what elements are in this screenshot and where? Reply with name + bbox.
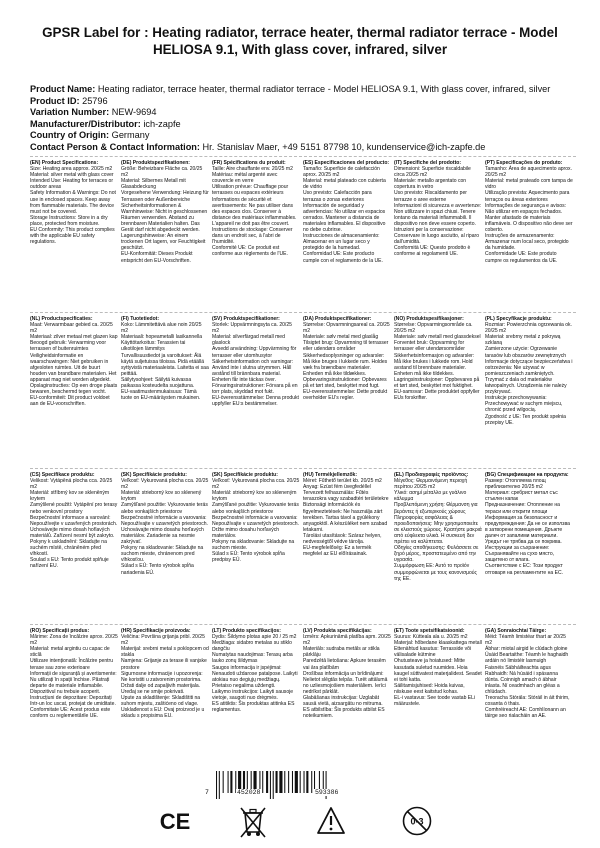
spec-block-fi: (FI) Tuotetiedot: Koko: Lämmitettävä alue noin 20/25 m2 Materiaali: hopeametalli lasikannella Käyttötarkoitus: Terassien tai ulkotilojen lämmitys Turvallisuustiedot ja varoitukset: Älä käytä suljetuissa tiloissa. Pidä etäällä syttyvistä materiaaleista. Laitetta ei saa peittää. Säilytysohjeet: Säilytä kuivassa paikassa kosteudelta suojattuna. EU-vaatimustenmukaisuus: Tämä tuote on EU-määräysten mukainen. [121,316,209,402]
spec-block-pt: (PT) Especificações do produto: Tamanho: Área de aquecimento aprox. 20/25 m2 Material: metal prateado com tampa de vidro Utilização prevista: Aquecimento para terraços ou áreas exteriores Informações de segurança e avisos: Não utilizar em espaços fechados. Manter afastado de materiais inflamáveis. O dispositivo não deve ser coberto. Instruções de armazenamento: Armazenar num local seco, protegido da humidade. Conformidade UE: Este produto cumpre os regulamentos da UE. [485,160,573,264]
divider [30,312,576,313]
divider [30,468,576,469]
barcode-left-digits: 452028 [237,789,261,796]
age-restriction-text: 0-3 [410,816,424,827]
spec-block-de: (DE) Produktspezifikationen: Größe: Beheizbare Fläche ca. 20/25 m2 Material: Silbernes Metall mit Glasabdeckung Vorgesehene Verwendung: Heizung für Terrassen oder Außenbereiche Sicherheitsinformationen & Warnhinweise: Nicht in geschlossenen Räumen verwenden. Abstand zu brennbaren Materialien halten. Das Gerät darf nicht abgedeckt werden. Lagerungshinweise: An einem trockenen Ort lagern, vor Feuchtigkeit geschützt. EU-Konformität: Dieses Produkt entspricht den EU-Vorschriften. [121,160,209,264]
spec-block-es: (ES) Especificaciones del producto: Tamaño: Superficie de calefacción aprox. 20/25 m2 Material: metal plateado con cubierta de vidrio Uso previsto: Calefacción para terrazas o zonas exteriores Información de seguridad y advertencias: No utilizar en espacios cerrados. Mantener a distancia de materiales inflamables. El dispositivo no debe cubrirse. Instrucciones de almacenamiento: Almacenar en un lugar seco y protegido de la humedad. Conformidad UE: Este producto cumple con el reglamento de la UE. [303,160,390,264]
info-variation-number: Variation Number: NEW-9694 [30,107,157,118]
spec-block-no: (NO) Produktspesifikasjoner: Størrelse: Oppvarmingsområde ca. 20/25 m2 Materiale: sølv metall med glassdeksel Forventet bruk: Oppvarming for terrasser eller utendørsområder Sikkerhetsinformasjon og advarsler: Må ikke brukes i lukkede rom. Hold avstand til brennbare materialer. Enheten må ikke tildekkes. Lagringsinstruksjoner: Oppbevares på et tørt sted, beskyttet mot fuktighet. EU-samsvar: Dette produktet oppfyller EUs forskrifter. [394,316,481,402]
spec-row-1 [30,160,576,308]
spec-block-hr: (HR) Specifikacije proizvoda: Veličina: Površina grijanja pribl. 20/25 m2 Materijal: srebrni metal s poklopcem od stakla Namjena: Grijanje za terase ili vanjske prostore Sigurnosne informacije i upozorenja: Ne koristiti u zatvorenim prostorima. Držati dalje od zapaljivih materijala. Uređaj se ne smije pokrivati. Upute za skladištenje: Skladištiti na suhom mjestu, zaštićeno od vlage. Usklađenost s EU: Ovaj proizvod je u skladu s propisima EU. [121,628,209,720]
spec-block-el: (EL) Προδιαγραφές προϊόντος: Μέγεθος: Θερμαινόμενη περιοχή περίπου 20/25 m2 Υλικό: ασημί μέταλλο με γυάλινο κάλυμμα Προβλεπόμενη χρήση: Θέρμανση για βεράντες ή εξωτερικούς χώρους Πληροφορίες ασφάλειας & προειδοποιήσεις: Μην χρησιμοποιείτε σε κλειστούς χώρους. Κρατήστε μακριά από εύφλεκτα υλικά. Η συσκευή δεν πρέπει να καλύπτεται. Οδηγίες αποθήκευσης: Φυλάσσετε σε ξηρό μέρος, προστατευμένο από την υγρασία. Συμμόρφωση ΕΕ: Αυτό το προϊόν συμμορφώνεται με τους κανονισμούς της ΕΕ. [394,472,482,582]
product-info [30,84,580,154]
info-product-id: Product ID: 25796 [30,95,108,106]
spec-block-nl: (NL) Productspecificaties: Maat: Verwarmbaar gebied ca. 20/25 m2 Materiaal: zilver metaal met glazen kap Beoogd gebruik: Verwarming voor terrassen of buitenruimtes Veiligheidsinformatie en waarschuwingen: Niet gebruiken in afgesloten ruimtes. Uit de buurt houden van brandbare materialen. Het apparaat mag niet worden afgedekt. Opslaginstructies: Op een droge plaats bewaren, beschermd tegen vocht. EU-conformiteit: Dit product voldoet aan de EU-voorschriften. [30,316,118,408]
spec-row-2 [30,316,576,464]
weee-bin-icon [238,805,268,839]
info-country-of-origin: Country of Origin: Germany [30,130,150,141]
info-product-name: Product Name: Heating radiator, terrace heater, thermal radiator terrace - Model HELIOSA 9.1, With glass cover, infrared, silver [30,84,551,94]
ce-mark-text: CE [159,809,191,834]
barcode-lead-digit: 7 [205,789,209,796]
spec-block-it: (IT) Specifiche del prodotto: Dimensioni: Superficie riscaldabile circa 20/25 m2 Materiale: metallo argentato con copertura in vetro Uso previsto: Riscaldamento per terrazze o aree esterne Informazioni di sicurezza e avvertenze: Non utilizzare in spazi chiusi. Tenere lontano da materiali infiammabili. Il dispositivo non deve essere coperto. Istruzioni per la conservazione: Conservare in luogo asciutto, al riparo dall'umidità. Conformità UE: Questo prodotto è conforme ai regolamenti UE. [394,160,482,258]
spec-block-lv: (LV) Produkta specifikācijas: Izmērs: Apkurināmā platība apm. 20/25 m2 Materiāls: sudraba metāls ar stikla pārklāju Paredzētā lietošana: Apkure terasēm vai āra platībām Drošības informācija un brīdinājumi: Nelietot slēgtās telpās. Turēt attālumā no uzliesmojošiem materiāliem. Ierīci nedrīkst pārklāt. Glabāšanas instrukcijas: Uzglabāt sausā vietā, aizsargātu no mitruma. ES atbilstība: Šis produkts atbilst ES noteikumiem. [303,628,391,720]
divider [30,624,576,625]
spec-block-bg: (BG) Спецификации на продукта: Размер: Отопляема площ приблизително 20/25 m2 Материал: сребрист метал със стъклен капак Предназначение: Отопление на тераси или открити площи Информация за безопасност и предупреждения: Да не се използва в затворени помещения. Дръжте далеч от запалими материали. Уредът не трябва да се покрива. Инструкции за съхранение: Съхранявайте на сухо място, защитено от влага. Съответствие с ЕС: Този продукт отговаря на регламентите на ЕС. [485,472,570,576]
spec-block-ro: (RO) Specificații produs: Mărime: Zona de încălzire aprox. 20/25 m2 Material: metal argintiu cu capac de sticlă Utilizare intenționată: Încălzire pentru terase sau zone exterioare Informații de siguranță și avertismente: Nu utilizați în spații închise. Păstrați departe de materiale inflamabile. Dispozitivul nu trebuie acoperit. Instrucțiuni de depozitare: Depozitați într-un loc uscat, protejat de umiditate. Conformitate UE: Acest produs este conform cu reglementările UE. [30,628,118,720]
spec-block-hu: (HU) Termékjellemzők: Méret: Fűthető terület kb. 20/25 m2 Anyag: Ezüst fém üvegfedéllel Tervezett felhasználás: Fűtés teraszokra vagy szabadtéri területekre Biztonsági információk és figyelmeztetések: Ne használja zárt terekben. Tartsa távol a gyúlékony anyagoktól. A készüléket nem szabad letakarni. Tárolási utasítások: Száraz helyen, nedvességtől védve tárolja. EU-megfelelőség: Ez a termék megfelel az EU előírásainak. [303,472,389,558]
spec-block-da: (DA) Produktspecifikationer: Størrelse: Opvarmningsareal ca. 20/25 m2 Materiale: sølv metal med glaslåg Tilsigtet brug: Opvarmning til terrasser eller udendørs områder Sikkerhedsoplysninger og advarsler: Må ikke bruges i lukkede rum. Holdes væk fra brændbare materialer. Enheden må ikke tildækkes. Opbevaringsinstruktioner: Opbevares på et tørt sted, beskyttet mod fugt. EU-overensstemmelse: Dette produkt overholder EU's regler. [303,316,390,402]
age-restriction-icon [400,805,434,837]
spec-block-fr: (FR) Spécifications du produit: Taille: Aire chauffante env. 20/25 m2 Matériau: métal argenté avec couvercle en verre Utilisation prévue: Chauffage pour terrasses ou espaces extérieurs Informations de sécurité et avertissements: Ne pas utiliser dans des espaces clos. Conserver à distance des matériaux inflammables. L'appareil ne doit pas être couvert. Instructions de stockage: Conserver dans un endroit sec, à l'abri de l'humidité. Conformité UE: Ce produit est conforme aux règlements de l'UE. [212,160,297,258]
spec-block-ga: (GA) Sonraíochtaí Táirge: Méid: Téamh limistéar thart ar 20/25 m2 Ábhar: miotal airgid le clúdach gloine Úsáid Beartaithe: Téamh le haghaidh ardáin nó limistéir lasmuigh Faisnéis Sábháilteachta agus Rabhaidh: Ná húsáid i spásanna dúnta. Coinnigh amach ó ábhair inlasta. Ní ceadmhach an gléas a chlúdach. Treoracha Stórála: Stóráil in áit thirim, cosanta ó thais. Comhréireacht AE: Comhlíonann an táirge seo rialacháin an AE. [485,628,570,720]
spec-block-et: (ET) Toote spetsifikatsioonid: Suurus: Kütteala ala u. 20/25 m2 Materjal: hõbedane klaaskattega metall Ettenähtud kasutus: Terrasside või välisalade kütmine Ohutusteave ja hoiatused: Mitte kasutada suletud ruumides. Hoia kaugel süttivatest materjalidest. Seadet ei tohi katta. Säilitamisjuhised: Hoida kuivas, niiskuse eest kaitstud kohas. EL-i vastavus: See toode vastab ELi määrustele. [394,628,482,708]
spec-block-en: (EN) Product Specifications: Size: Heating area approx. 20/25 m2 Material: silver metal with glass cover Intended Use: Heating for terraces or outdoor areas Safety Information & Warnings: Do not use in enclosed spaces. Keep away from flammable materials. The device must not be covered. Storage Instructions: Store in a dry place, protected from moisture. EU Conformity: This product complies with the applicable EU safety regulations. [30,160,116,246]
spec-row-3 [30,472,576,620]
ce-mark-icon [158,805,192,837]
spec-block-lt: (LT) Produkto specifikacijos: Dydis: Šildymo plotas apie 20 / 25 m2 Medžiaga: sidabro metalas su stiklo dangčiu Numatytas naudojimas: Terasų arba lauko zonų šildymas Saugos informacija ir įspėjimai: Nenaudoti uždarose patalpose. Laikyti atokiau nuo degiųjų medžiagų. Prietaiso negalima uždengti. Laikymo instrukcijos: Laikyti sausoje vietoje, saugoti nuo drėgmės. ES atitiktis: Šis produktas atitinka ES reglamentus. [212,628,298,714]
divider [30,156,576,157]
spec-row-4 [30,628,576,768]
info-contact: Contact Person & Contact Information: Hr. Stanislav Maer, +49 5151 87798 10, kundenservice@ich-zapfe.de [30,141,486,152]
page-title: GPSR Label for : Heating radiator, terrace heater, thermal radiator terrace - Model HELIOSA 9.1, With glass cover, infrared, silver [42,25,558,57]
barcode-right-digits: 593386 [315,789,339,796]
spec-block-sk: (SK) Špecifikácie produktu: Veľkosť: Vykurovaná plocha cca. 20/25 m2 Materiál: strieborný kov so sklenený krytom Zamýšľané použitie: Vykurovanie terás alebo vonkajších priestorov Bezpečnostné informácie a varovania: Nepoužívajte v uzavretých priestoroch. Uchovávajte mimo dosahu horľavých materiálov. Zariadenie sa nesmie zakrývať. Pokyny na skladovanie: Skladujte na suchom mieste, chránenom pred vlhkosťou. Súlad s EÚ: Tento výrobok spĺňa nariadenia EÚ. [121,472,209,576]
safety-warning-icon [316,805,346,837]
spec-block-sk-2: (SK) Špecifikácie produktu: Veľkosť: Vykurovaná plocha cca. 20/25 m2 Materiál: strieborný kov so skleneným krytom Zamýšľané použitie: Vykurovanie terás alebo vonkajších priestorov Bezpečnostné informácie a varovania: Nepoužívajte v uzavretých priestoroch. Držte mimo dosahu horľavých materiálov. Pokyny na skladovanie: Skladujte na suchom mieste. Súlad s EÚ: Tento výrobok spĺňa predpisy EÚ. [212,472,300,564]
spec-block-pl: (PL) Specyfikacje produktu: Rozmiar: Powierzchnia ogrzewania ok. 20/25 m2 Materiał: srebrny metal z pokrywą szklaną Zamierzone użycie: Ogrzewanie tarasów lub obszarów zewnętrznych Informacje dotyczące bezpieczeństwa i ostrzeżenia: Nie używać w pomieszczeniach zamkniętych. Trzymać z dala od materiałów łatwopalnych. Urządzenia nie należy przykrywać. Instrukcje przechowywania: Przechowywać w suchym miejscu, chronić przed wilgocią. Zgodność z UE: Ten produkt spełnia przepisy UE. [485,316,573,426]
spec-block-cs: (CS) Specifikace produktu: Velikost: Vytápěná plocha cca. 20/25 m2 Materiál: stříbrný kov se skleněným krytem Zamýšlené použití: Vytápění pro terasy nebo venkovní prostory Bezpečnostní informace a varování: Nepoužívejte v uzavřených prostorách. Uchovávejte mimo dosah hořlavých materiálů. Zařízení nesmí být zakryto. Pokyny k uskladnění: Skladujte na suchém místě, chráněném před vlhkostí. Soulad s EU: Tento produkt splňuje nařízení EU. [30,472,118,570]
info-manufacturer: Manufacturer/Distributor: ich-zapfe [30,118,181,129]
spec-block-sv: (SV) Produktspecifikationer: Storlek: Uppvärmningsyta ca. 20/25 m2 Material: silverfärgad metall med glaslock Avsedd användning: Uppvärmning för terrasser eller utomhusytor Säkerhetsinformation och varningar: Använd inte i slutna utrymmen. Håll avstånd till brännbara material. Enheten får inte täckas över. Förvaringsinstruktioner: Förvara på en torr plats, skyddad mot fukt. EU-överensstämmelse: Denna produkt uppfyller EU:s bestämmelser. [212,316,299,408]
